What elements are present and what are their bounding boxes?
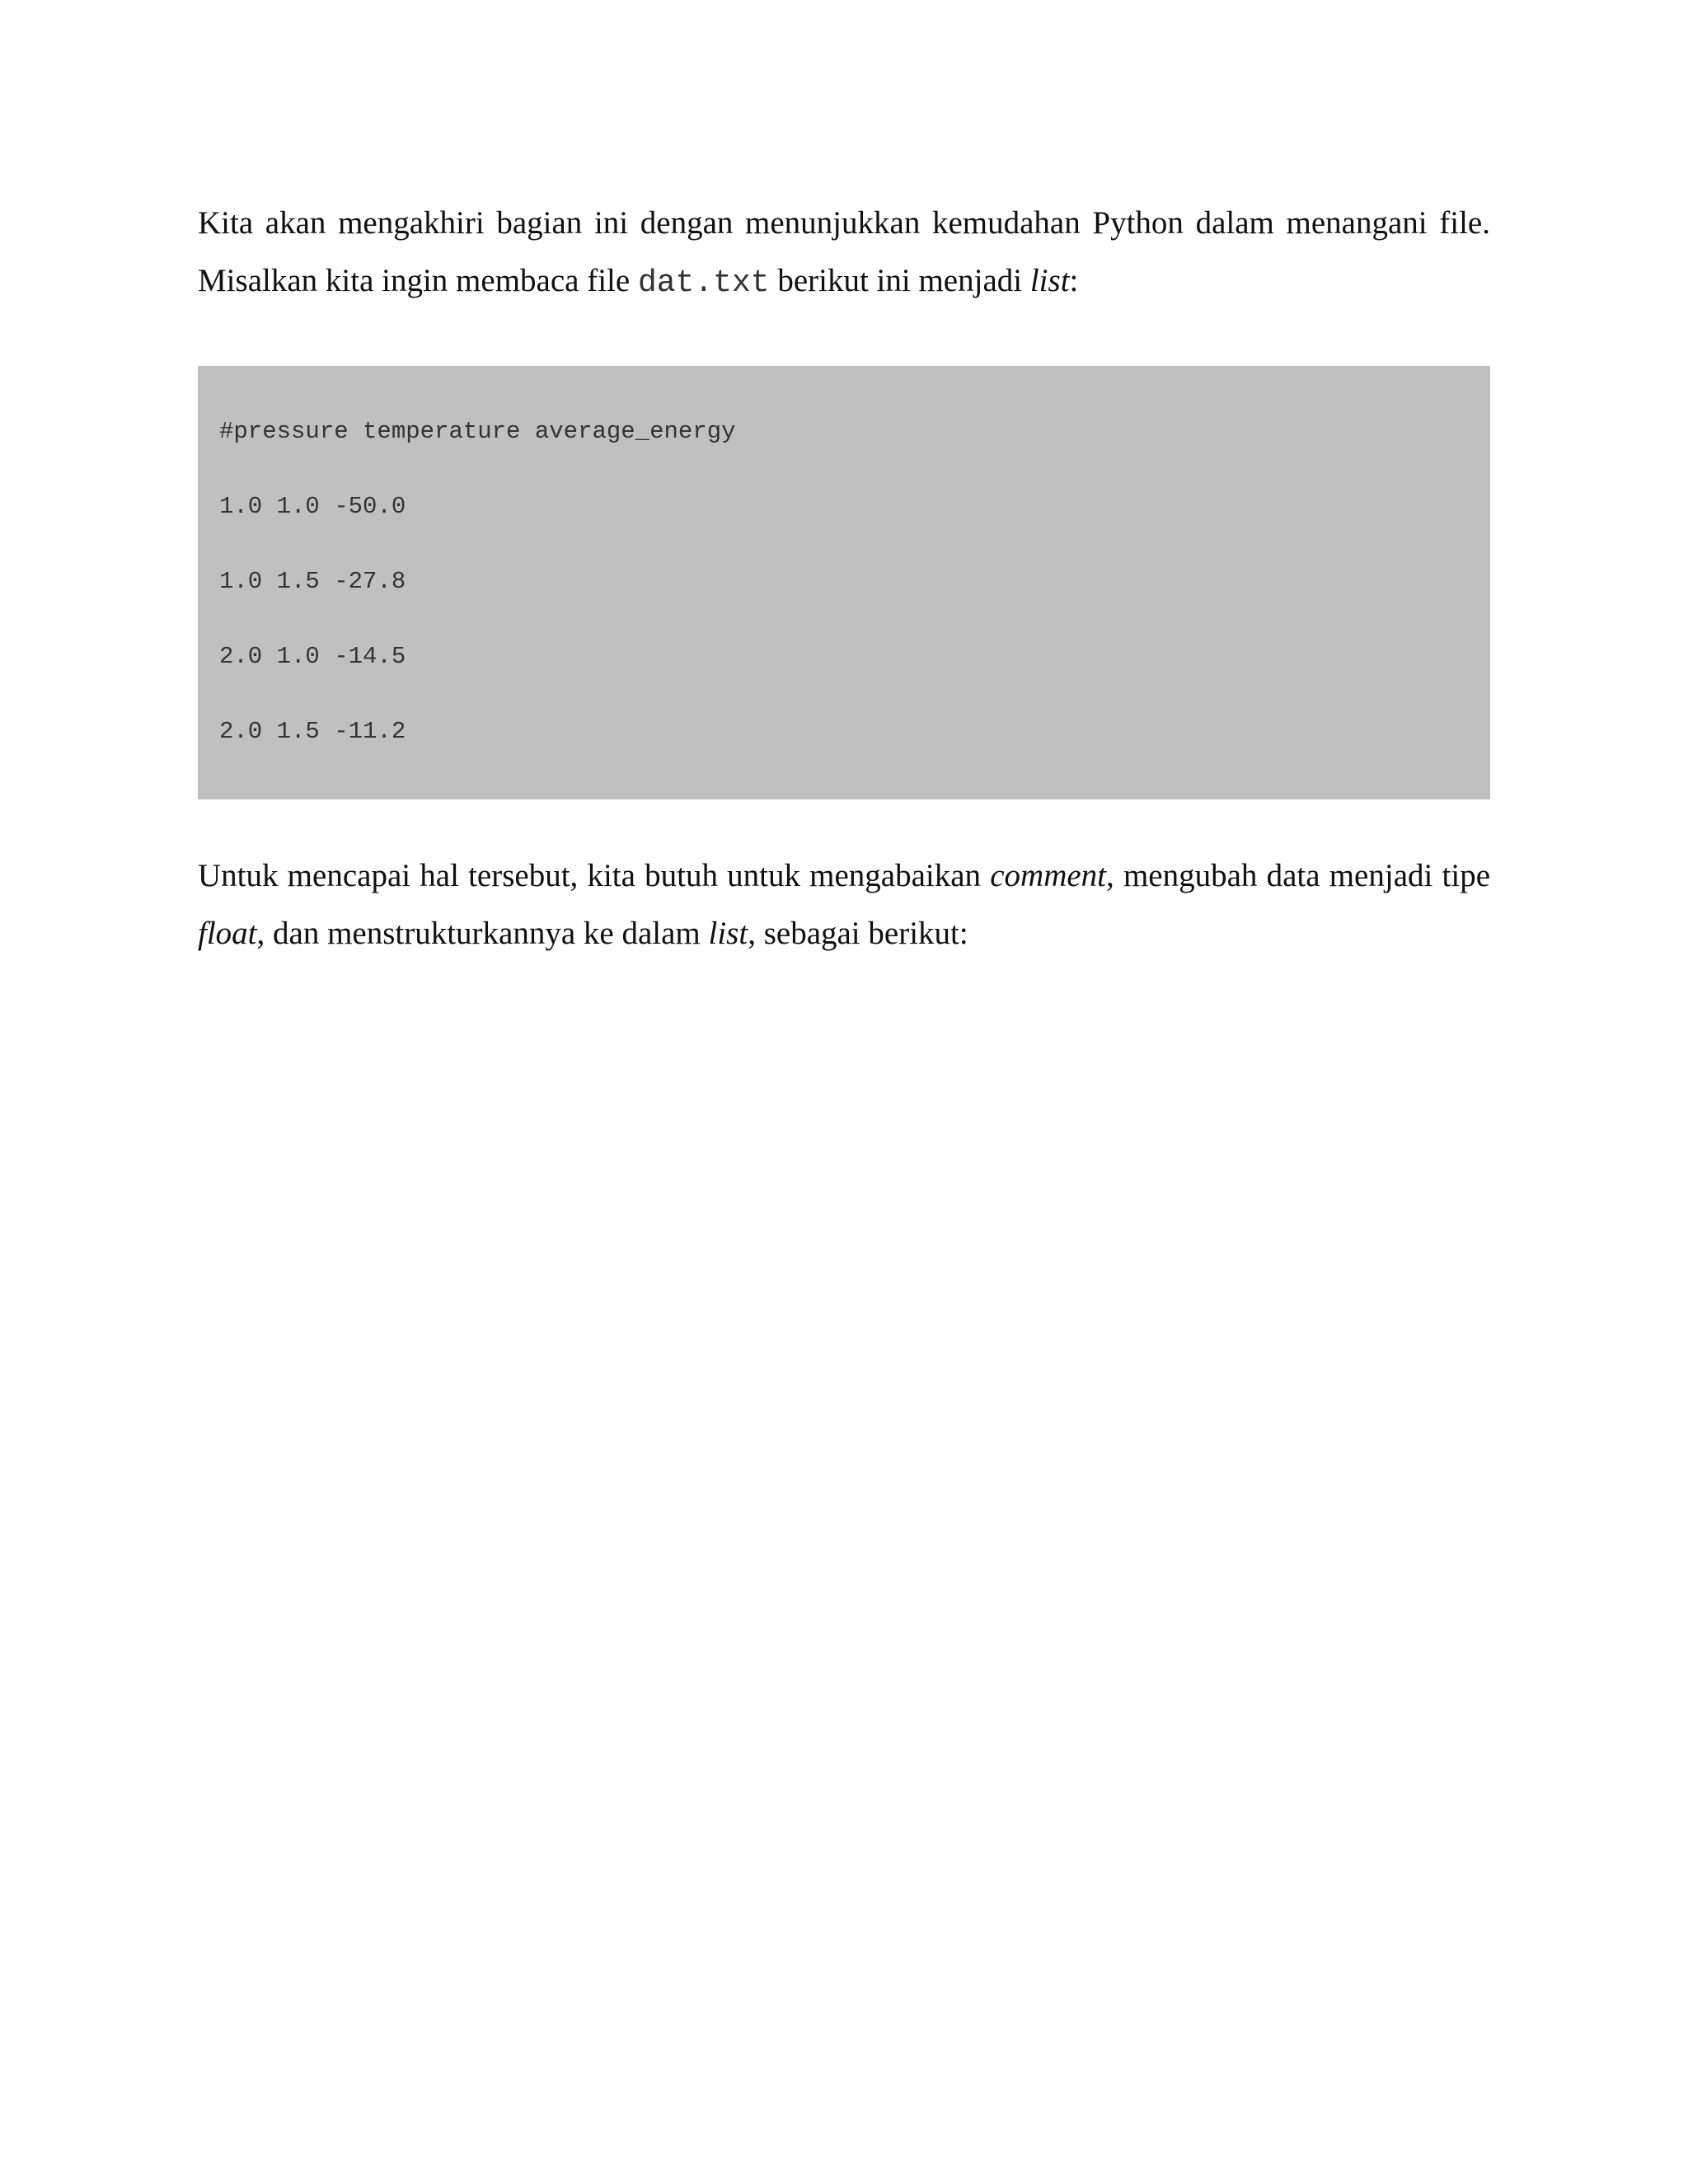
inline-code-filename: dat.txt [637,265,770,301]
code-block [198,366,1490,799]
code-line: 1.0 1.5 -27.8 [219,568,406,595]
intro-text-c: : [1069,263,1079,298]
intro-text-a: Kita akan mengakhiri bagian ini dengan menunjukkan kemudahan Python dalam menangani file. Misalkan kita ingin membaca file [198,205,1490,298]
followup-emphasis-comment: comment [990,858,1107,893]
followup-text-a: Untuk mencapai hal tersebut, kita butuh untuk mengabaikan [198,858,991,893]
code-line: 2.0 1.5 -11.2 [219,718,406,745]
followup-text-d: , sebagai berikut: [748,916,968,951]
followup-emphasis-float: float [198,916,257,951]
followup-text-b: , mengubah data menjadi tipe [1106,858,1490,893]
intro-emphasis-list: list [1029,263,1070,298]
code-line: 1.0 1.0 -50.0 [219,493,406,520]
followup-emphasis-list: list [708,916,748,951]
followup-text-c: , dan menstrukturkannya ke dalam [256,916,709,951]
code-line: 2.0 1.0 -14.5 [219,643,406,670]
intro-text-b: berikut ini menjadi [769,263,1030,298]
code-line: #pressure temperature average_energy [219,418,736,445]
document-page [198,194,1490,963]
followup-paragraph [198,847,1490,963]
intro-paragraph [198,194,1490,312]
